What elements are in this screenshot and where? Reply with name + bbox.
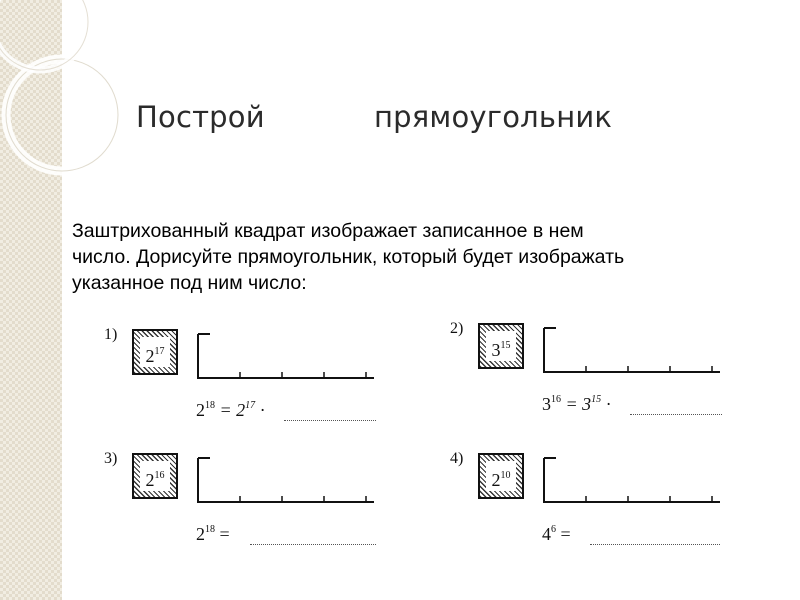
expr-tail: · (259, 400, 266, 420)
answer-blank (284, 420, 376, 421)
square-exponent: 17 (154, 346, 165, 357)
target-expression (196, 400, 266, 421)
square-base: 2 (491, 470, 501, 490)
square-exponent: 10 (500, 470, 511, 481)
square-exponent: 16 (154, 470, 165, 481)
title-word-2: прямоугольник (374, 100, 613, 134)
answer-blank (590, 544, 720, 545)
rectangle-frame (196, 332, 376, 392)
exercise-number: 4) (450, 450, 464, 467)
answer-blank (250, 544, 376, 545)
exercise-number: 3) (104, 450, 118, 467)
exercise-number: 2) (450, 320, 464, 337)
decorative-rings (0, 0, 130, 220)
instruction-line: число. Дорисуйте прямоугольник, который будет изображать (72, 246, 625, 268)
exercise-4 (450, 450, 750, 575)
answer-blank (630, 414, 722, 415)
exercise-3 (104, 450, 404, 575)
exercise-number: 1) (104, 326, 118, 343)
instruction-line: Заштрихованный квадрат изображает записанное в нем (72, 220, 584, 242)
target-expression (542, 524, 571, 545)
expr-exponent: 18 (205, 524, 215, 535)
expr-rhs: = 2 (219, 400, 246, 420)
expr-exponent: 16 (551, 394, 561, 405)
expr-exponent: 18 (205, 400, 215, 411)
square-base: 2 (145, 470, 155, 490)
target-expression (542, 394, 612, 415)
target-expression (196, 524, 230, 545)
square-label (140, 337, 170, 367)
expr-rhs: = 3 (565, 394, 592, 414)
expr-exponent: 6 (551, 524, 556, 535)
expr-tail: · (605, 394, 612, 414)
square-label (140, 461, 170, 491)
rectangle-frame (196, 456, 376, 516)
title-word-1: Построй (136, 100, 265, 134)
expr-rhs-exponent: 17 (245, 400, 256, 411)
instruction-line: указанное под ним число: (72, 272, 307, 294)
square-exponent: 15 (500, 340, 511, 351)
hatched-square (132, 329, 178, 375)
square-label (486, 331, 516, 361)
expr-rhs: = (560, 524, 571, 544)
expr-base: 3 (542, 394, 551, 414)
hatched-square (478, 453, 524, 499)
expr-rhs-exponent: 15 (591, 394, 602, 405)
instruction-text (72, 218, 782, 296)
expr-rhs: = (219, 524, 230, 544)
square-base: 3 (491, 340, 501, 360)
expr-base: 2 (196, 524, 205, 544)
expr-base: 4 (542, 524, 551, 544)
square-base: 2 (145, 346, 155, 366)
rectangle-frame (542, 326, 722, 386)
expr-base: 2 (196, 400, 205, 420)
hatched-square (132, 453, 178, 499)
exercise-2 (450, 320, 750, 445)
hatched-square (478, 323, 524, 369)
exercise-1 (104, 326, 404, 451)
square-label (486, 461, 516, 491)
rectangle-frame (542, 456, 722, 516)
